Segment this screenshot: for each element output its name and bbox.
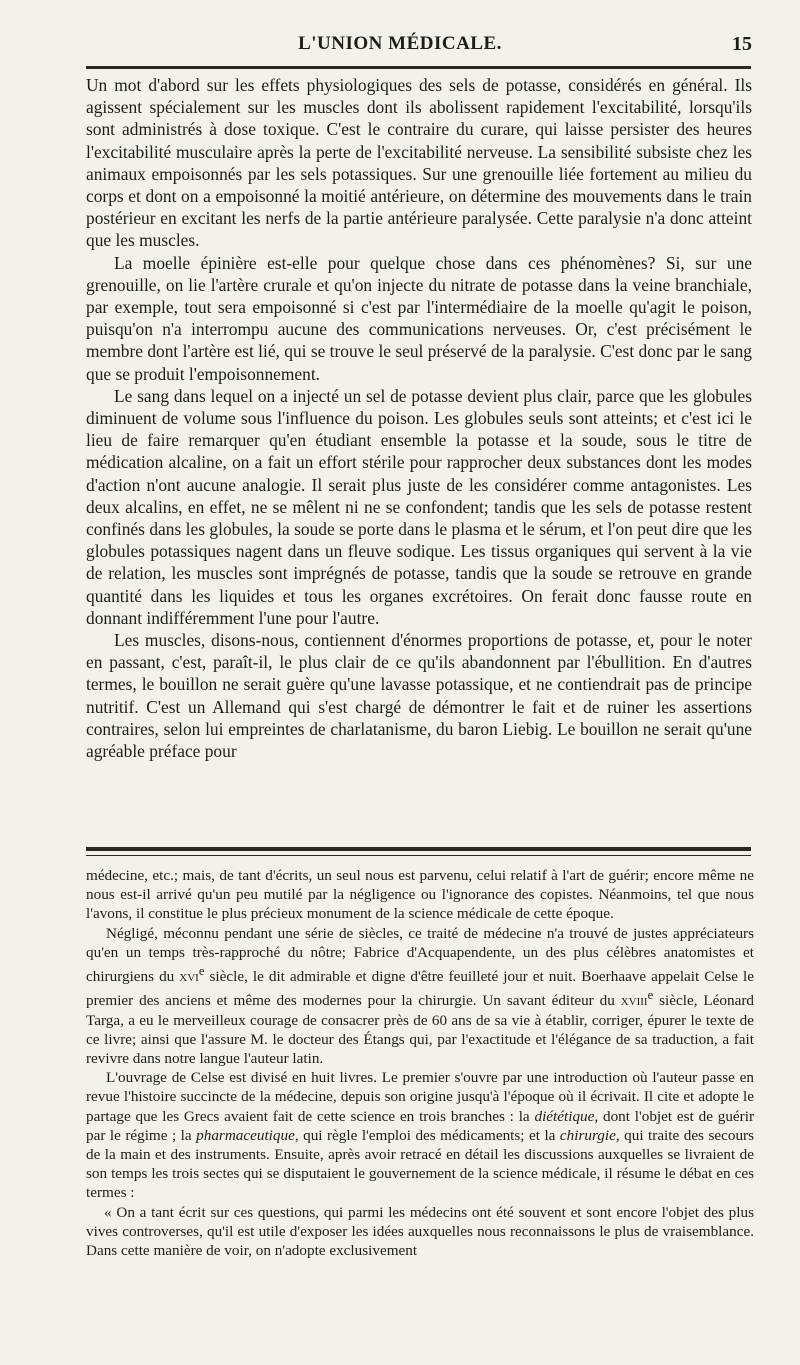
footnote-text-run: siècle, Léonard Targa, a eu le merveilleux courage de consacrer près de 60 ans de sa vie à établir, corriger, épurer le texte de ce livre; ainsi que l'assure M. le docteur des Étangs qui, par l'exactitude et l'élégance de sa traduction, a fait revivre dans notre langue l'auteur latin.: [86, 992, 754, 1067]
italic-term: diététique: [534, 1107, 595, 1125]
running-header: [0, 33, 800, 59]
italic-term: chirurgie: [559, 1126, 616, 1144]
footnote-separator-thin: [86, 855, 751, 856]
century-superscript: e: [647, 988, 654, 1003]
footnote-quote-paragraph: « On a tant écrit sur ces questions, qui parmi les médecins ont été souvent et sont encore l'objet des plus vives controverses, qu'il est utile d'exposer les idées auxquelles nous reconnaissons le plus de vraisemblance. Dans cette manière de voir, on n'adopte exclusivement: [86, 1203, 754, 1259]
footnote-text-run: Négligé, méconnu pendant une série de siècles, ce traité de médecine n'a trouvé de justes appréciateurs qu'en un temps très-rapproché du nôtre; Fabrice d'Acquapendente, un des plus célèbres anatomistes et chirurgiens du: [86, 924, 754, 986]
main-paragraph: Les muscles, disons-nous, contiennent d'énormes proportions de potasse, et, pour le noter en passant, c'est, paraît-il, le plus clair de ce qu'ils abandonnent par l'ébullition. En d'autres termes, le bouillon ne serait guère qu'une lavasse potassique, et ne contiendrait pas de principe nutritif. C'est un Allemand qui s'est chargé de démontrer le fait et de ruiner les assertions contraires, selon lui empreintes de charlatanisme, du baron Liebig. Le bouillon ne serait qu'une agréable préface pour: [86, 630, 752, 762]
main-text-column: [86, 74, 752, 762]
footnote-paragraph: [86, 1068, 754, 1202]
page-number: 15: [732, 33, 752, 55]
italic-term: pharmaceutique: [196, 1126, 295, 1144]
footnote-paragraph: médecine, etc.; mais, de tant d'écrits, un seul nous est parvenu, celui relatif à l'art de guérir; encore même ne nous est-il arrivé qu'un peu mutilé par la négligence ou l'ignorance des copistes. Néanmoins, tel que nous l'avons, il constitue le plus précieux monument de la science médicale de cette époque.: [86, 867, 754, 923]
century-superscript: e: [198, 964, 205, 979]
footnote-text-run: , dont l'objet est de guérir par le régime ; la: [86, 1107, 755, 1144]
header-rule: [86, 66, 751, 69]
journal-title: L'UNION MÉDICALE.: [298, 33, 502, 54]
century-numeral: xvi: [179, 968, 199, 986]
main-paragraph: Un mot d'abord sur les effets physiologiques des sels de potasse, considérés en général. Ils agissent spécialement sur les muscles dont ils abolissent rapidement l'excitabilité, lorsqu'ils sont administrés à dose toxique. C'est le contraire du curare, qui laisse persister des heures l'excitabilité musculaire après la perte de l'excitabilité nerveuse. La sensibilité subsiste chez les animaux empoisonnés par les sels potassiques. Sur une grenouille liée fortement au milieu du corps et dont on a empoisonné la moitié antérieure, on détermine des mouvements dans le train postérieur en excitant les nerfs de la partie antérieure paralysée. Cette paralysie n'a donc atteint que les muscles.: [86, 75, 752, 251]
main-paragraph: La moelle épinière est-elle pour quelque chose dans ces phénomènes? Si, sur une grenouille, on lie l'artère crurale et qu'on injecte du nitrate de potasse dans la veine branchiale, par exemple, tout sera empoisonné si c'est par l'intermédiaire de la moelle qu'agit le poison, puisqu'on n'a interrompu aucune des communications nerveuses. Or, c'est précisément le membre dont l'artère est lié, qui se trouve le seul préservé de la paralysie. C'est donc par le sang que se produit l'empoisonnement.: [86, 252, 752, 384]
footnote-text-run: , qui traite des secours de la main et des instruments. Ensuite, après avoir retracé en détail les discussions auxquelles se livraient de son temps les trois sectes qui se disputaient le gouvernement de la science médicale, il résume le débat en ces termes :: [86, 1126, 755, 1202]
main-paragraph: Le sang dans lequel on a injecté un sel de potasse devient plus clair, parce que les globules diminuent de volume sous l'influence du poison. Les globules seuls sont atteints; et c'est ici le lieu de faire remarquer qu'en étudiant ensemble la potasse et la soude, sous le titre de médication alcaline, on a fait un effort stérile pour rapprocher deux substances dont les modes d'action n'ont aucune analogie. Il serait plus juste de les considérer comme antagonistes. Les deux alcalins, en effet, ne se mêlent ni ne se confondent; tandis que les sels de potasse restent confinés dans les globules, la soude se porte dans le plasma et le sérum, et l'on peut dire que les globules potassiques nagent dans un fleuve sodique. Les tissus organiques qui servent à la vie de relation, les muscles sont imprégnés de potasse, tandis que la soude se retrouve en grande quantité dans les liquides et tous les organes excrétoires. On ferait donc fausse route en donnant indifféremment l'une pour l'autre.: [86, 385, 752, 628]
footnote-text-run: , qui règle l'emploi des médicaments; et la: [294, 1126, 560, 1144]
footnote-text-run: L'ouvrage de Celse est divisé en huit livres. Le premier s'ouvre par une introduction où l'auteur passe en revue l'histoire succincte de la médecine, depuis son origine jusqu'à l'époque où il écrivait. Il cite et adopte le partage que les Grecs avaient fait de cette science en trois branches : la: [86, 1069, 754, 1125]
century-numeral: xviii: [620, 992, 648, 1010]
footnote-separator-thick: [86, 847, 751, 851]
footnote-column: [86, 866, 754, 1260]
footnote-text-run: siècle, le dit admirable et digne d'être feuilleté jour et nuit. Boerhaave appelait Celse le premier des anciens et même des modernes pour la chirurgie. Un savant éditeur du: [86, 968, 754, 1010]
footnote-paragraph: [86, 924, 754, 1069]
